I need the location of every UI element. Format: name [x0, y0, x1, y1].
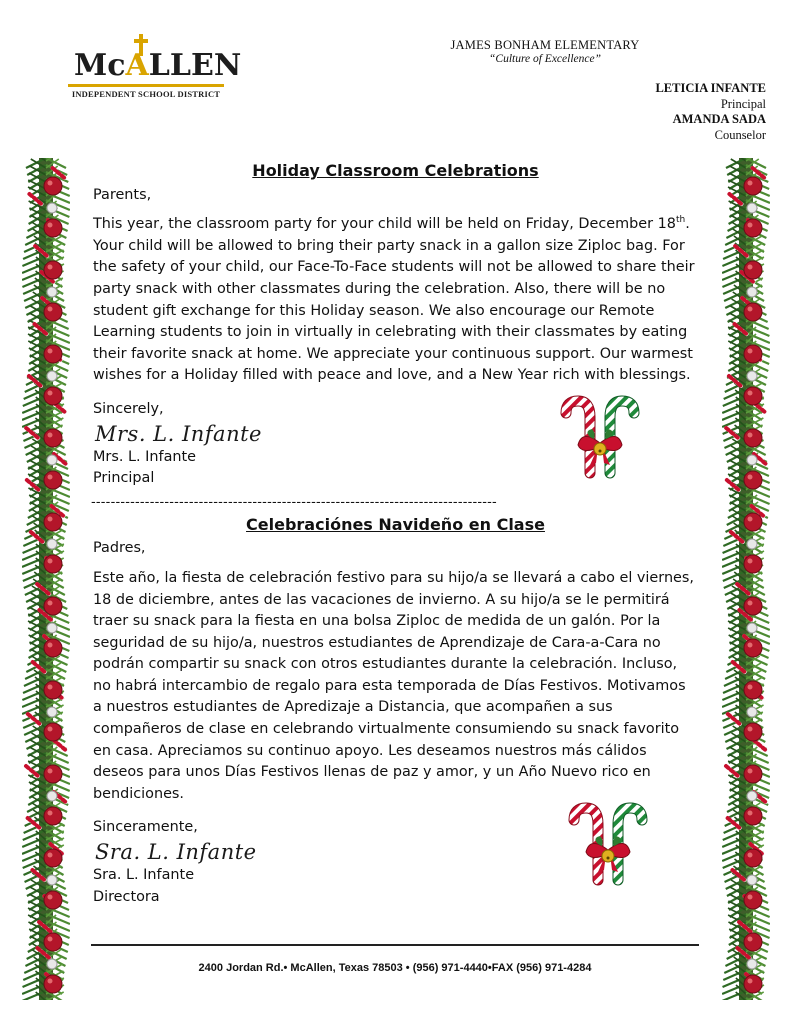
spanish-paragraph: Este año, la fiesta de celebración festivo para su hijo/a se llevará a cabo el viernes, 18 de diciembre, antes de las vacaciones de invierno. A su hijo/a se le permitirá traer su snack para la fiesta en una bolsa Ziploc de medida de un galón. Por la seguridad de su hijo/a, nuestros estudiantes de Aprendizaje de Cara-a-Cara no podrán compartir su snack con otros estudiantes durante la celebración. Incluso, no habrá intercambio de regalo para esta temporada de Días Festivos. Motivamos a nuestros estudiantes de Apredizaje a Distancia, que acompañen a sus compañeros de clase en celebrando virtualmente consumiendo su snack favorito en casa. Apreciamos su continuo apoyo. Les deseamos nuestros más cálidos deseos para unos Días Festivos llenas de paz y amor, y un Año Nuevo rico en bendiciones.: [93, 569, 694, 802]
letter-body: [93, 160, 698, 908]
spanish-greeting: Padres,: [93, 540, 146, 557]
logo-wordmark: McALLEN: [74, 48, 242, 83]
district-logo: [68, 34, 242, 104]
footer-address: 2400 Jordan Rd.• McAllen, Texas 78503 • (956) 971-4440•FAX (956) 971-4284: [198, 962, 592, 974]
english-closing: Sincerely,: [93, 400, 164, 417]
school-name: JAMES BONHAM ELEMENTARY: [450, 38, 640, 52]
english-signer-title: Principal: [93, 470, 155, 487]
spanish-signer-name: Sra. L. Infante: [93, 867, 195, 884]
school-header: [440, 38, 650, 65]
candy-canes-icon: [560, 393, 640, 479]
garland-right-icon: [722, 158, 770, 1000]
english-signature: Mrs. L. Infante: [95, 421, 262, 446]
staff-name: LETICIA INFANTE: [655, 81, 766, 95]
english-heading: Holiday Classroom Celebrations: [252, 161, 539, 180]
school-motto: “Culture of Excellence”: [489, 53, 601, 65]
spanish-closing: Sinceramente,: [93, 819, 198, 836]
garland-left-icon: [22, 158, 70, 1000]
spanish-signer-title: Directora: [93, 888, 160, 905]
section-divider: -----------------------------------------------------------------------------------: [91, 495, 497, 510]
logo-tagline: INDEPENDENT SCHOOL DISTRICT: [71, 89, 221, 99]
spanish-heading: Celebraciónes Navideño en Clase: [246, 514, 545, 534]
english-greeting: Parents,: [93, 186, 152, 203]
staff-block: [655, 81, 766, 143]
logo-rule: [68, 84, 224, 87]
staff-title: Counselor: [714, 127, 766, 142]
footer-rule: [91, 944, 699, 946]
english-paragraph: This year, the classroom party for your child will be held on Friday, December 18th. Your child will be allowed to bring their party snack in a gallon size Ziploc bag. For the safety of your child, our Face-To-Face students will not be allowed to share their party snack with other classmates during the celebration. Also, there will be no student gift exchange for this Holiday season. We also encourage our Remote Learning students to join in virtually in celebrating with their classmates by eating their favorite snack at home. We appreciate your continuous support. Our warmest wishes for a Holiday filled with peace and love, and a New Year rich with blessings.: [93, 215, 695, 384]
english-signer-name: Mrs. L. Infante: [93, 448, 197, 465]
candy-canes-icon: [568, 800, 648, 886]
staff-title: Principal: [720, 96, 766, 111]
spanish-signature: Sra. L. Infante: [95, 840, 257, 865]
staff-name: AMANDA SADA: [672, 112, 766, 126]
